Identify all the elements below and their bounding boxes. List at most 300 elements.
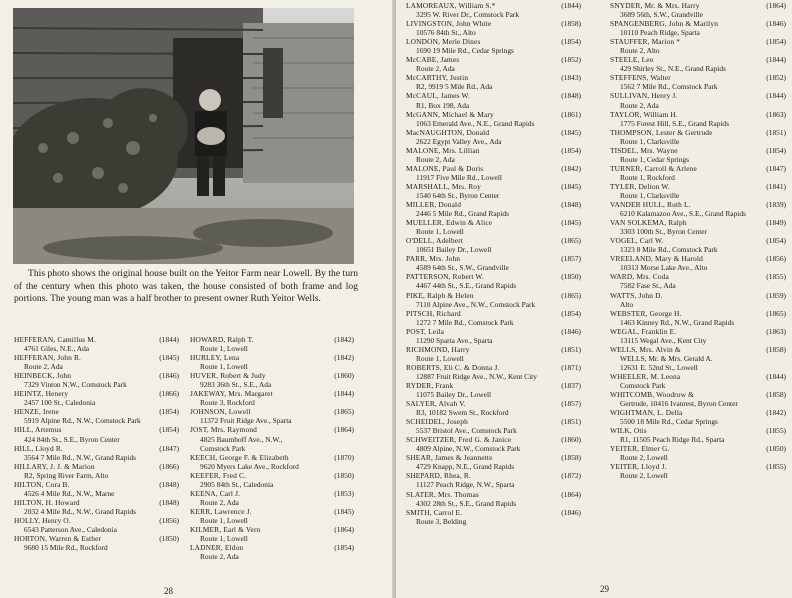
settlement-year: (1850)	[766, 444, 786, 454]
entry-address: Route 2, Ada	[200, 552, 239, 562]
settlement-year: (1848)	[159, 497, 179, 507]
directory-entry	[14, 353, 179, 371]
directory-entry	[610, 327, 786, 345]
directory-entry	[610, 110, 786, 128]
entry-name-row	[406, 490, 581, 499]
family-name: JAKEWAY, Mrs. Margaret	[190, 389, 273, 399]
family-name: KEENA, Carl J.	[190, 488, 241, 498]
directory-entry	[406, 1, 581, 19]
directory-entry	[14, 444, 179, 462]
family-name: PITSCH, Richard	[406, 308, 461, 318]
family-name: LADNER, Eldon	[190, 543, 244, 553]
family-name: SLATER, Mrs. Thomas	[406, 489, 479, 499]
directory-entry	[14, 516, 179, 534]
settlement-year: (1845)	[334, 506, 354, 516]
entry-name-row	[14, 480, 179, 489]
directory-entry	[610, 272, 786, 290]
directory-entry	[406, 182, 581, 200]
directory-entry	[406, 55, 581, 73]
family-name: LIVINGSTON, John White	[406, 19, 492, 29]
directory-column-right-1	[406, 1, 581, 526]
entry-address: Gertrude, 10416 Ivanrest, Byron Center	[620, 399, 738, 409]
directory-entry	[610, 462, 786, 480]
settlement-year: (1845)	[561, 127, 581, 137]
directory-entry	[406, 417, 581, 435]
entry-name-row	[406, 146, 581, 155]
entry-address: Route 2, Ada	[200, 497, 239, 507]
settlement-year: (1851)	[561, 344, 581, 354]
entry-name-row	[406, 200, 581, 209]
entry-name-row	[610, 110, 786, 119]
entry-address: 10313 Morse Lake Ave., Alto	[620, 263, 708, 273]
directory-entry	[190, 389, 354, 407]
family-name: O'DELL, Adelbert	[406, 236, 464, 246]
directory-column-left-2	[190, 335, 354, 561]
entry-address: R2, Spring River Farm, Alto	[24, 470, 109, 480]
family-name: HOLLY, Henry O.	[14, 515, 71, 525]
settlement-year: (1850)	[159, 534, 179, 544]
family-name: WHITCOMB, Woodrow &	[610, 390, 695, 400]
settlement-year: (1866)	[159, 389, 179, 399]
directory-entry	[406, 435, 581, 453]
entry-name-row	[406, 363, 581, 372]
settlement-year: (1837)	[561, 380, 581, 390]
entry-address: Comstock Park	[200, 443, 246, 453]
directory-entry	[406, 381, 581, 399]
directory-entry	[610, 128, 786, 146]
family-name: MALONE, Mrs. Lillian	[406, 145, 480, 155]
family-name: STEELE, Leo	[610, 55, 654, 65]
entry-address: 11127 Peach Ridge, N.W., Sparta	[416, 480, 515, 490]
directory-entry	[610, 164, 786, 182]
entry-address: Route 2, Ada	[416, 154, 455, 164]
entry-address: 4825 Baumhoff Ave., N.W.,	[200, 434, 283, 444]
entry-address: 1775 Forest Hill, S.E., Grand Rapids	[620, 118, 730, 128]
settlement-year: (1847)	[766, 163, 786, 173]
entry-address: 3564 7 Mile Rd., N.W., Grand Rapids	[24, 452, 137, 462]
settlement-year: (1844)	[334, 389, 354, 399]
entry-name-row	[610, 164, 786, 173]
entry-name-row	[406, 345, 581, 354]
settlement-year: (1858)	[561, 19, 581, 29]
directory-entry	[610, 1, 786, 19]
entry-name-row	[406, 399, 581, 408]
directory-entry	[14, 534, 179, 552]
entry-name-row	[406, 55, 581, 64]
page-number-left: 28	[164, 586, 173, 596]
family-name: STAUFFER, Marion *	[610, 37, 681, 47]
settlement-year: (1856)	[159, 515, 179, 525]
page-number-right: 29	[600, 584, 609, 594]
settlement-year: (1848)	[561, 91, 581, 101]
settlement-year: (1852)	[766, 73, 786, 83]
entry-address: 2032 4 Mile Rd., N.W., Grand Rapids	[24, 506, 137, 516]
directory-entry	[406, 73, 581, 91]
family-name: YEITER, Lloyd J.	[610, 462, 667, 472]
entry-name-row	[610, 272, 786, 281]
settlement-year: (1843)	[561, 73, 581, 83]
family-name: PARR, Mrs. John	[406, 254, 461, 264]
settlement-year: (1841)	[766, 181, 786, 191]
directory-entry	[610, 444, 786, 462]
entry-address: 5537 Bristol Ave., Comstock Park	[416, 426, 517, 436]
directory-entry	[610, 218, 786, 236]
settlement-year: (1859)	[766, 290, 786, 300]
entry-name-row	[14, 389, 179, 398]
settlement-year: (1854)	[561, 37, 581, 47]
entry-address: 10651 Bailey Dr., Lowell	[416, 245, 492, 255]
entry-name-row	[190, 543, 354, 552]
directory-entry	[190, 471, 354, 489]
entry-name-row	[610, 55, 786, 64]
settlement-year: (1855)	[766, 272, 786, 282]
entry-name-row	[610, 200, 786, 209]
settlement-year: (1842)	[334, 335, 354, 344]
entry-name-row	[14, 335, 179, 344]
directory-entry	[406, 471, 581, 489]
family-name: SNYDER, Mr. & Mrs. Harry	[610, 1, 700, 10]
directory-entry	[14, 480, 179, 498]
directory-entry	[14, 462, 179, 480]
entry-name-row	[610, 444, 786, 453]
family-name: HORTON, Warren & Esther	[14, 534, 102, 544]
entry-address: R1, Box 198, Ada	[416, 100, 470, 110]
entry-address: R1, 11505 Peach Ridge Rd., Sparta	[620, 435, 725, 445]
entry-address: Route 3, Belding	[416, 516, 467, 526]
entry-address: 3689 56th, S.W., Grandville	[620, 10, 703, 20]
entry-address: Route 2, Ada	[620, 100, 659, 110]
settlement-year: (1857)	[561, 399, 581, 409]
family-name: HEFFERAN, John R.	[14, 353, 82, 363]
farmhouse-photo	[13, 8, 354, 264]
family-name: THOMPSON, Lester & Gertrude	[610, 127, 713, 137]
entry-address: 2905 84th St., Caledonia	[200, 479, 274, 489]
entry-name-row	[610, 91, 786, 100]
directory-entry	[406, 291, 581, 309]
settlement-year: (1846)	[159, 371, 179, 381]
family-name: WILK, Otis	[610, 426, 647, 436]
entry-name-row	[406, 236, 581, 245]
family-name: HUVER, Robert & Judy	[190, 371, 266, 381]
family-name: WATTS, John D.	[610, 290, 663, 300]
entry-address: Route 1, Lowell	[200, 534, 248, 544]
entry-name-row	[14, 534, 179, 543]
entry-name-row	[190, 389, 354, 398]
directory-entry	[406, 363, 581, 381]
entry-name-row	[14, 371, 179, 380]
family-name: WHEELER, M. Leona	[610, 371, 681, 381]
settlement-year: (1851)	[766, 127, 786, 137]
entry-name-row	[190, 471, 354, 480]
entry-name-row	[190, 335, 354, 344]
family-name: SMITH, Carrol E.	[406, 507, 463, 517]
entry-name-row	[406, 182, 581, 191]
settlement-year: (1865)	[334, 407, 354, 417]
entry-name-row	[610, 19, 786, 28]
directory-entry	[406, 146, 581, 164]
entry-address: 12631 E. 52nd St., Lowell	[620, 362, 698, 372]
entry-address: 1690 19 Mile Rd., Cedar Springs	[416, 46, 514, 56]
settlement-year: (1864)	[334, 524, 354, 534]
settlement-year: (1846)	[766, 19, 786, 29]
directory-entry	[610, 426, 786, 444]
entry-address: 4809 Alpine, N.W., Comstock Park	[416, 444, 521, 454]
entry-name-row	[406, 1, 581, 10]
settlement-year: (1846)	[561, 326, 581, 336]
entry-name-row	[406, 471, 581, 480]
settlement-year: (1851)	[561, 417, 581, 427]
directory-entry	[406, 91, 581, 109]
entry-name-row	[610, 236, 786, 245]
entry-name-row	[610, 146, 786, 155]
entry-address: 3295 W. River Dr., Comstock Park	[416, 10, 520, 20]
family-name: TISDEL, Mrs. Wayne	[610, 145, 678, 155]
family-name: HEFFERAN, Camillus M.	[14, 335, 96, 344]
family-name: KEEFER, Fred C.	[190, 470, 247, 480]
settlement-year: (1845)	[159, 353, 179, 363]
entry-name-row	[190, 371, 354, 380]
family-name: STEFFENS, Walter	[610, 73, 671, 83]
settlement-year: (1871)	[561, 362, 581, 372]
settlement-year: (1864)	[334, 425, 354, 435]
family-name: HOWARD, Ralph T.	[190, 335, 254, 344]
entry-name-row	[406, 110, 581, 119]
settlement-year: (1865)	[766, 308, 786, 318]
directory-entry	[190, 489, 354, 507]
entry-address: Route 1, Clarksville	[620, 190, 680, 200]
settlement-year: (1855)	[766, 426, 786, 436]
directory-entry	[406, 399, 581, 417]
family-name: KERR, Lawrence J.	[190, 506, 252, 516]
directory-entry	[406, 236, 581, 254]
entry-name-row	[190, 489, 354, 498]
family-name: JOST, Mrs. Raymond	[190, 425, 258, 435]
entry-name-row	[610, 291, 786, 300]
entry-address: R3, 10182 Swem St., Rockford	[416, 408, 509, 418]
family-name: MILLER, Donald	[406, 200, 462, 210]
family-name: SCHWEITZER, Fred G. & Janice	[406, 435, 512, 445]
entry-address: Route 1, Rockford	[620, 172, 675, 182]
entry-name-row	[190, 507, 354, 516]
entry-address: Route 1, Lowell	[200, 344, 248, 354]
settlement-year: (1858)	[766, 344, 786, 354]
settlement-year: (1844)	[159, 335, 179, 344]
entry-address: 4761 Giles, N.E., Ada	[24, 344, 90, 354]
family-name: PATTERSON, Robert W.	[406, 272, 484, 282]
family-name: McCAUL, James W.	[406, 91, 470, 101]
settlement-year: (1847)	[159, 443, 179, 453]
directory-entry	[406, 19, 581, 37]
family-name: HILTON, H. Howard	[14, 497, 80, 507]
directory-entry	[406, 327, 581, 345]
entry-name-row	[14, 498, 179, 507]
entry-name-row	[406, 508, 581, 517]
directory-entry	[406, 128, 581, 146]
entry-address: 13115 Wegal Ave., Kent City	[620, 335, 707, 345]
settlement-year: (1861)	[561, 109, 581, 119]
directory-entry	[406, 508, 581, 526]
family-name: POST, Leila	[406, 326, 445, 336]
family-name: KILMER, Earl & Vern	[190, 524, 261, 534]
entry-name-row	[610, 426, 786, 435]
entry-address: Route 1, Lowell	[200, 362, 248, 372]
entry-address: 9680 15 Mile Rd., Rockford	[24, 543, 108, 553]
entry-name-row	[610, 73, 786, 82]
directory-entry	[190, 353, 354, 371]
entry-name-row	[610, 408, 786, 417]
left-page	[0, 0, 394, 598]
family-name: SULLIVAN, Henry J.	[610, 91, 678, 101]
family-name: MUELLER, Edwin & Alice	[406, 218, 493, 228]
directory-entry	[610, 254, 786, 272]
settlement-year: (1844)	[766, 91, 786, 101]
entry-address: 9283 36th St., S.E., Ada	[200, 380, 272, 390]
directory-entry	[406, 200, 581, 218]
settlement-year: (1865)	[561, 236, 581, 246]
entry-name-row	[406, 291, 581, 300]
settlement-year: (1848)	[159, 479, 179, 489]
settlement-year: (1866)	[159, 461, 179, 471]
directory-entry	[406, 345, 581, 363]
directory-entry	[406, 453, 581, 471]
entry-name-row	[406, 73, 581, 82]
photo-caption: This photo shows the original house built on the Yeitor Farm near Lowell. By the turn of the century when this photo was taken, the house consisted of both frame and log portions. The young man was a half brother to present owner Ruth Yeitor Wells.	[14, 268, 358, 305]
entry-address: Comstock Park	[620, 380, 666, 390]
directory-entry	[14, 371, 179, 389]
family-name: MARSHALL, Mrs. Roy	[406, 181, 481, 191]
entry-address: 5500 18 Mile Rd., Cedar Springs	[620, 417, 718, 427]
entry-name-row	[190, 407, 354, 416]
entry-name-row	[610, 390, 786, 399]
entry-address: Route 1, Lowell	[416, 227, 464, 237]
entry-name-row	[610, 128, 786, 137]
family-name: HEINBECK, John	[14, 371, 72, 381]
entry-address: 7110 Alpine Ave., N.W., Comstock Park	[416, 299, 536, 309]
settlement-year: (1842)	[766, 408, 786, 418]
family-name: McCARTHY, Justin	[406, 73, 469, 83]
entry-address: 7582 Fase St., Ada	[620, 281, 676, 291]
settlement-year: (1848)	[561, 200, 581, 210]
directory-entry	[190, 525, 354, 543]
entry-name-row	[406, 381, 581, 390]
directory-entry	[406, 254, 581, 272]
entry-address: 4526 4 Mile Rd., N.W., Marne	[24, 488, 115, 498]
entry-address: 4467 44th St., S.E., Grand Rapids	[416, 281, 517, 291]
entry-name-row	[406, 327, 581, 336]
family-name: WEBSTER, George H.	[610, 308, 682, 318]
entry-address: Route 2, Lowell	[620, 453, 668, 463]
settlement-year: (1854)	[766, 145, 786, 155]
directory-entry	[190, 543, 354, 561]
entry-address: 12887 Fruit Ridge Ave., N.W., Kent City	[416, 371, 537, 381]
entry-address: 2446 5 Mile Rd., Grand Rapids	[416, 209, 509, 219]
directory-entry	[610, 372, 786, 390]
entry-address: 7329 Vinton N.W., Comstock Park	[24, 380, 127, 390]
entry-name-row	[14, 425, 179, 434]
settlement-year: (1842)	[334, 353, 354, 363]
entry-name-row	[14, 353, 179, 362]
directory-entry	[190, 453, 354, 471]
settlement-year: (1846)	[561, 507, 581, 517]
directory-column-left-1	[14, 335, 179, 552]
directory-entry	[610, 91, 786, 109]
entry-address: Route 2, Lowell	[620, 471, 668, 481]
family-name: HURLEY, Lena	[190, 353, 240, 363]
settlement-year: (1845)	[561, 181, 581, 191]
entry-address: WELLS, Mr. & Mrs. Gerald A.	[620, 353, 713, 363]
entry-address: Alto	[620, 299, 634, 309]
settlement-year: (1864)	[766, 1, 786, 10]
directory-entry	[406, 110, 581, 128]
family-name: MALONE, Paul & Doris	[406, 163, 484, 173]
family-name: SPANGENBERG, John & Marilyn	[610, 19, 719, 29]
directory-entry	[14, 389, 179, 407]
entry-address: 4589 64th St., S.W., Grandville	[416, 263, 509, 273]
family-name: YEITER, Elmer G.	[610, 444, 670, 454]
settlement-year: (1844)	[561, 1, 581, 10]
family-name: RYDER, Frank	[406, 380, 454, 390]
entry-name-row	[190, 425, 354, 434]
entry-name-row	[406, 254, 581, 263]
settlement-year: (1858)	[766, 390, 786, 400]
settlement-year: (1863)	[766, 109, 786, 119]
entry-name-row	[406, 272, 581, 281]
entry-address: 429 Shirley St., N.E., Grand Rapids	[620, 64, 726, 74]
family-name: HILTON, Cora B.	[14, 479, 70, 489]
family-name: VANDER HULL, Ruth L.	[610, 200, 691, 210]
directory-entry	[610, 408, 786, 426]
entry-name-row	[406, 453, 581, 462]
entry-address: Route 1, Cedar Springs	[620, 154, 689, 164]
entry-address: 10110 Peach Ridge, Sparta	[620, 28, 700, 38]
family-name: TURNER, Carroll & Arlene	[610, 163, 697, 173]
family-name: TYLER, Delton W.	[610, 181, 670, 191]
entry-address: 9620 Myers Lake Ave., Rockford	[200, 461, 299, 471]
family-name: HENZE, Irene	[14, 407, 59, 417]
family-name: VAN SOLKEMA, Ralph	[610, 218, 687, 228]
directory-entry	[14, 407, 179, 425]
family-name: WARD, Mrs. Coda	[610, 272, 669, 282]
family-name: LONDON, Merle Dines	[406, 37, 481, 47]
entry-name-row	[610, 254, 786, 263]
directory-entry	[610, 182, 786, 200]
directory-entry	[406, 37, 581, 55]
settlement-year: (1864)	[561, 489, 581, 499]
settlement-year: (1863)	[766, 326, 786, 336]
directory-entry	[406, 309, 581, 327]
entry-name-row	[14, 407, 179, 416]
family-name: LAMOREAUX, William S.*	[406, 1, 496, 10]
entry-name-row	[406, 37, 581, 46]
family-name: HEINTZ, Henery	[14, 389, 69, 399]
entry-name-row	[14, 516, 179, 525]
entry-address: 6210 Kalamazoo Ave., S.E., Grand Rapids	[620, 209, 746, 219]
entry-address: Route 2, Ada	[416, 64, 455, 74]
directory-entry	[610, 19, 786, 37]
family-name: ROBERTS, Eli C. & Donna J.	[406, 362, 500, 372]
entry-address: R2, 9919 5 Mile Rd., Ada	[416, 82, 493, 92]
directory-entry	[610, 345, 786, 372]
family-name: WEGAL, Franklin E.	[610, 326, 677, 336]
directory-column-right-2	[610, 1, 786, 480]
family-name: PIKE, Ralph & Helen	[406, 290, 474, 300]
entry-name-row	[406, 417, 581, 426]
entry-name-row	[610, 372, 786, 381]
settlement-year: (1844)	[766, 371, 786, 381]
settlement-year: (1853)	[334, 488, 354, 498]
entry-name-row	[406, 218, 581, 227]
entry-address: 11290 Sparta Ave., Sparta	[416, 335, 493, 345]
